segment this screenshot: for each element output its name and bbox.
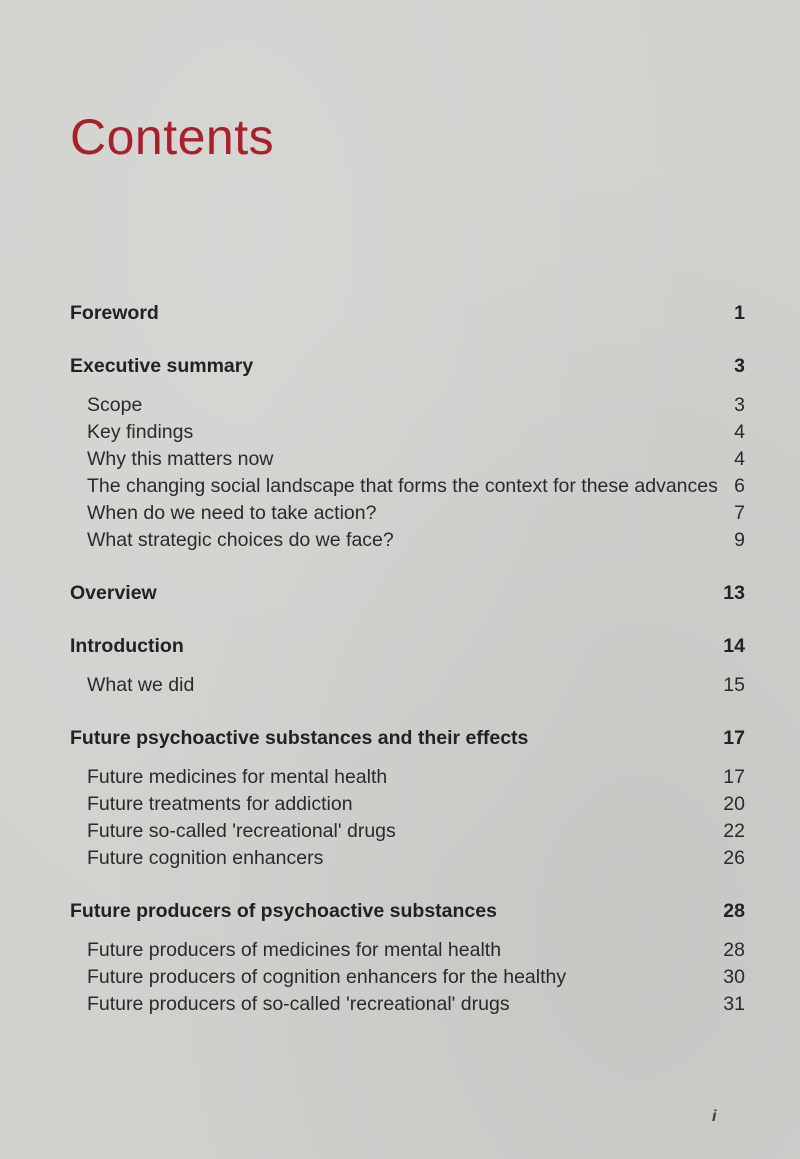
toc-entry[interactable] — [70, 845, 745, 872]
toc-page-number: 26 — [723, 847, 745, 869]
toc-page-number: 17 — [723, 727, 745, 749]
toc-section-future-substances — [70, 725, 745, 872]
toc-page-number: 3 — [734, 355, 745, 377]
toc-heading-label: Executive summary — [70, 355, 254, 377]
toc-entry[interactable] — [70, 446, 745, 473]
toc-entry-label: Future producers of cognition enhancers for the healthy — [87, 966, 567, 988]
toc-page-number: 31 — [723, 993, 745, 1015]
toc-section-future-producers — [70, 898, 745, 1018]
toc-entry-label: The changing social landscape that forms the context for these advances — [87, 475, 718, 497]
toc-entry-label: Key findings — [87, 421, 194, 443]
toc-entry[interactable] — [70, 500, 745, 527]
toc-heading-label: Foreword — [70, 302, 159, 324]
toc-heading[interactable] — [70, 300, 745, 327]
toc-page-number: 6 — [734, 475, 745, 497]
toc-page-number: 20 — [723, 793, 745, 815]
toc-entry-label: Future cognition enhancers — [87, 847, 324, 869]
toc-heading-label: Future producers of psychoactive substances — [70, 900, 497, 922]
toc-entry-label: Future medicines for mental health — [87, 766, 388, 788]
toc-entry[interactable] — [70, 791, 745, 818]
toc-heading[interactable] — [70, 633, 745, 660]
table-of-contents — [70, 300, 745, 1018]
toc-page-number: 1 — [734, 302, 745, 324]
toc-page-number: 3 — [734, 394, 745, 416]
toc-entry-label: What strategic choices do we face? — [87, 529, 394, 551]
toc-heading[interactable] — [70, 725, 745, 752]
toc-page-number: 14 — [723, 635, 745, 657]
toc-entry-label: Future producers of medicines for mental health — [87, 939, 502, 961]
toc-entry[interactable] — [70, 937, 745, 964]
toc-entry[interactable] — [70, 764, 745, 791]
toc-heading-label: Future psychoactive substances and their effects — [70, 727, 529, 749]
toc-section-overview — [70, 580, 745, 607]
toc-page-number: 13 — [723, 582, 745, 604]
toc-entry[interactable] — [70, 527, 745, 554]
toc-page-number: 4 — [734, 448, 745, 470]
toc-heading[interactable] — [70, 580, 745, 607]
toc-page-number: 7 — [734, 502, 745, 524]
toc-entry[interactable] — [70, 473, 745, 500]
toc-entry-label: Why this matters now — [87, 448, 274, 470]
toc-entry[interactable] — [70, 672, 745, 699]
toc-page-number: 15 — [723, 674, 745, 696]
page-number: i — [712, 1108, 717, 1125]
toc-page-number: 28 — [723, 939, 745, 961]
page-title: Contents — [70, 109, 275, 165]
toc-entry[interactable] — [70, 392, 745, 419]
toc-page-number: 17 — [723, 766, 745, 788]
toc-page-number: 22 — [723, 820, 745, 842]
toc-entry-label: Future treatments for addiction — [87, 793, 353, 815]
toc-section-foreword — [70, 300, 745, 327]
toc-entry-label: What we did — [87, 674, 195, 696]
toc-page-number: 4 — [734, 421, 745, 443]
toc-section-introduction — [70, 633, 745, 699]
toc-entry[interactable] — [70, 818, 745, 845]
toc-entry-label: When do we need to take action? — [87, 502, 377, 524]
toc-heading[interactable] — [70, 898, 745, 925]
toc-heading[interactable] — [70, 353, 745, 380]
toc-entry-label: Future so-called 'recreational' drugs — [87, 820, 396, 842]
toc-heading-label: Introduction — [70, 635, 184, 657]
toc-section-executive-summary — [70, 353, 745, 554]
toc-page-number: 9 — [734, 529, 745, 551]
toc-entry[interactable] — [70, 419, 745, 446]
toc-heading-label: Overview — [70, 582, 157, 604]
toc-page-number: 28 — [723, 900, 745, 922]
toc-entry-label: Scope — [87, 394, 143, 416]
toc-entry-label: Future producers of so-called 'recreational' drugs — [87, 993, 510, 1015]
toc-entry[interactable] — [70, 991, 745, 1018]
toc-page-number: 30 — [723, 966, 745, 988]
toc-entry[interactable] — [70, 964, 745, 991]
